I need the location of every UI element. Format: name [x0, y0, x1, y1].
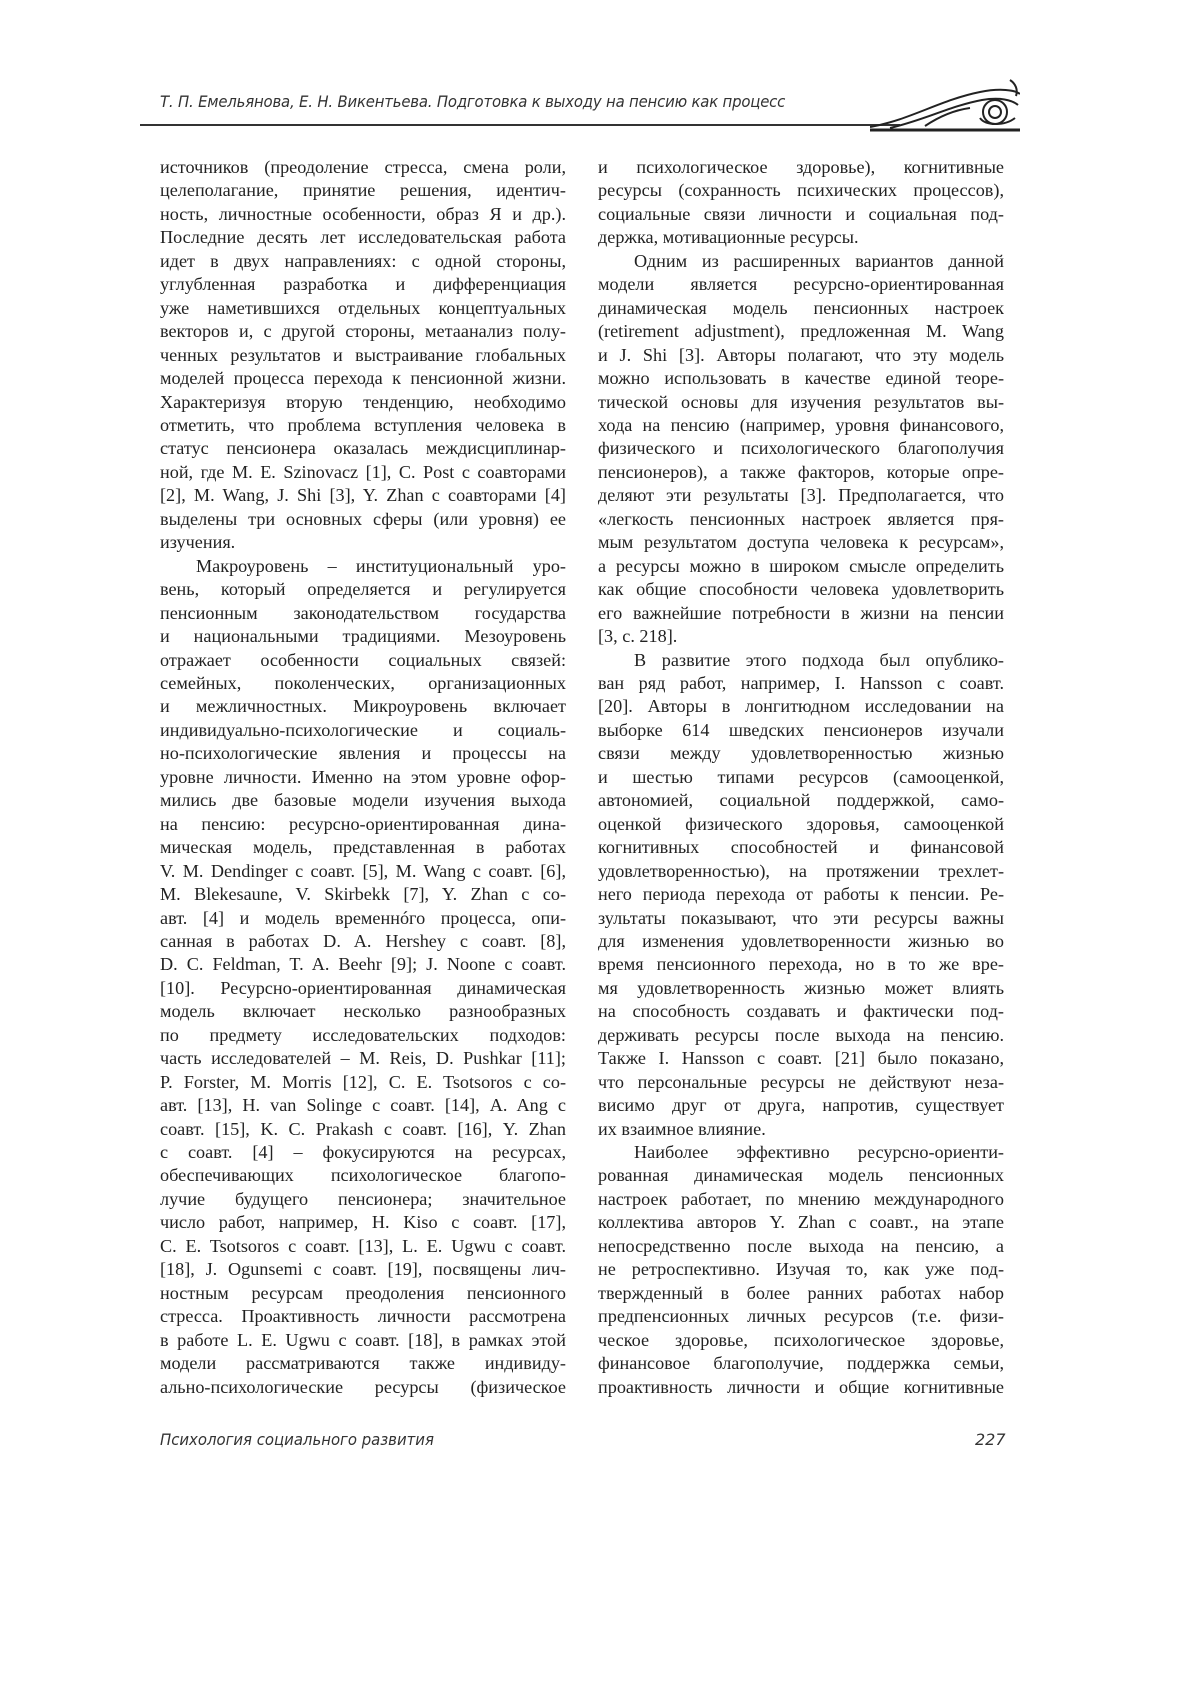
text-line: вень, который определяется и регулируется — [160, 578, 566, 601]
text-line: его важнейшие потребности в жизни на пенсии — [598, 602, 1004, 625]
text-line: деляют эти результаты [3]. Предполагается, что — [598, 484, 1004, 507]
text-line: Одним из расширенных вариантов данной — [598, 250, 1004, 273]
text-line: их взаимное влияние. — [598, 1118, 1004, 1141]
text-line: и J. Shi [3]. Авторы полагают, что эту модель — [598, 344, 1004, 367]
text-line: ческое здоровье, психологическое здоровье, — [598, 1329, 1004, 1352]
text-line: рованная динамическая модель пенсионных — [598, 1164, 1004, 1187]
text-line: коллектива авторов Y. Zhan с соавт., на этапе — [598, 1211, 1004, 1234]
text-line: V. M. Dendinger с соавт. [5], M. Wang с соавт. [6], — [160, 860, 566, 883]
text-column-left — [160, 156, 566, 1399]
text-line: Также I. Hansson с соавт. [21] было показано, — [598, 1047, 1004, 1070]
text-line: Наиболее эффективно ресурсно-ориенти- — [598, 1141, 1004, 1164]
text-line: уровне личности. Именно на этом уровне офор- — [160, 766, 566, 789]
text-line: идет в двух направлениях: с одной стороны, — [160, 250, 566, 273]
text-line: лучие будущего пенсионера; значительное — [160, 1188, 566, 1211]
text-line: по предмету исследовательских подходов: — [160, 1024, 566, 1047]
text-line: В развитие этого подхода был опублико- — [598, 649, 1004, 672]
text-line: социальные связи личности и социальная под- — [598, 203, 1004, 226]
text-line: часть исследователей – M. Reis, D. Pushkar [11]; — [160, 1047, 566, 1070]
text-line: можно использовать в качестве единой теоре- — [598, 367, 1004, 390]
text-line: обеспечивающих психологическое благопо- — [160, 1164, 566, 1187]
text-line: соавт. [15], K. C. Prakash с соавт. [16], Y. Zhan — [160, 1118, 566, 1141]
text-line: а ресурсы можно в широком смысле определить — [598, 555, 1004, 578]
text-line: финансовое благополучие, поддержка семьи, — [598, 1352, 1004, 1375]
text-line: на способность создавать и фактически под- — [598, 1000, 1004, 1023]
text-line: твержденный в более ранних работах набор — [598, 1282, 1004, 1305]
text-line: [3, с. 218]. — [598, 625, 1004, 648]
text-line: авт. [4] и модель временнóго процесса, опи- — [160, 907, 566, 930]
text-line: и психологическое здоровье), когнитивные — [598, 156, 1004, 179]
text-line: выборке 614 шведских пенсионеров изучали — [598, 719, 1004, 742]
journal-title: Психология социального развития — [160, 1430, 434, 1449]
text-line: векторов и, с другой стороны, метаанализ полу- — [160, 320, 566, 343]
text-line: когнитивных способностей и финансовой — [598, 836, 1004, 859]
text-line: Последние десять лет исследовательская работа — [160, 226, 566, 249]
text-line: целеполагание, принятие решения, идентич- — [160, 179, 566, 202]
text-line: P. Forster, M. Morris [12], C. E. Tsotsoros с со- — [160, 1071, 566, 1094]
text-line: выделены три основных сферы (или уровня) ее — [160, 508, 566, 531]
text-line: пенсионеров), а также факторов, которые опре- — [598, 461, 1004, 484]
text-line: ально-психологические ресурсы (физическое — [160, 1376, 566, 1399]
text-line: модели рассматриваются также индивиду- — [160, 1352, 566, 1375]
text-line: уже наметившихся отдельных концептуальных — [160, 297, 566, 320]
text-line: на пенсию: ресурсно-ориентированная дина- — [160, 813, 566, 836]
text-line: физического и психологического благополучия — [598, 437, 1004, 460]
text-line: мя удовлетворенность жизнью может влиять — [598, 977, 1004, 1000]
text-line: мились две базовые модели изучения выхода — [160, 789, 566, 812]
text-line: отражает особенности социальных связей: — [160, 649, 566, 672]
text-line: ван ряд работ, например, I. Hansson с соавт. — [598, 672, 1004, 695]
text-column-right — [598, 156, 1004, 1399]
text-line: и национальными традициями. Мезоуровень — [160, 625, 566, 648]
text-line: висимо друг от друга, напротив, существует — [598, 1094, 1004, 1117]
text-line: и шестью типами ресурсов (самооценкой, — [598, 766, 1004, 789]
text-line: удовлетворенностью), на протяжении трехлет- — [598, 860, 1004, 883]
text-line: что персональные ресурсы не действуют неза- — [598, 1071, 1004, 1094]
text-line: индивидуально-психологические и социаль- — [160, 719, 566, 742]
header-rule — [140, 124, 900, 126]
text-line: модель включает несколько разнообразных — [160, 1000, 566, 1023]
text-line: для изменения удовлетворенности жизнью во — [598, 930, 1004, 953]
text-line: ностным ресурсам преодоления пенсионного — [160, 1282, 566, 1305]
text-line: D. C. Feldman, T. A. Beehr [9]; J. Noone с соавт. — [160, 953, 566, 976]
text-line: углубленная разработка и дифференциация — [160, 273, 566, 296]
text-line: статус пенсионера оказалась междисциплинар- — [160, 437, 566, 460]
text-line: и межличностных. Микроуровень включает — [160, 695, 566, 718]
text-line: мым результатом доступа человека к ресурсам», — [598, 531, 1004, 554]
text-line: в работе L. E. Ugwu с соавт. [18], в рамках этой — [160, 1329, 566, 1352]
text-line: источников (преодоление стресса, смена роли, — [160, 156, 566, 179]
text-line: хода на пенсию (например, уровня финансового, — [598, 414, 1004, 437]
text-line: ной, где M. E. Szinovacz [1], C. Post с соавторами — [160, 461, 566, 484]
text-line: непосредственно после выхода на пенсию, а — [598, 1235, 1004, 1258]
text-line: настроек работает, по мнению международного — [598, 1188, 1004, 1211]
text-line: связи между удовлетворенностью жизнью — [598, 742, 1004, 765]
text-line: но-психологические явления и процессы на — [160, 742, 566, 765]
text-line: санная в работах D. A. Hershey с соавт. [8], — [160, 930, 566, 953]
text-line: держка, мотивационные ресурсы. — [598, 226, 1004, 249]
text-line: изучения. — [160, 531, 566, 554]
text-line: [10]. Ресурсно-ориентированная динамическая — [160, 977, 566, 1000]
text-line: оценкой физического здоровья, самооценкой — [598, 813, 1004, 836]
text-line: стресса. Проактивность личности рассмотрена — [160, 1305, 566, 1328]
text-line: мическая модель, представленная в работах — [160, 836, 566, 859]
text-line: ченных результатов и выстраивание глобальных — [160, 344, 566, 367]
text-line: семейных, поколенческих, организационных — [160, 672, 566, 695]
text-line: число работ, например, H. Kiso с соавт. [17], — [160, 1211, 566, 1234]
text-line: держивать ресурсы после выхода на пенсию. — [598, 1024, 1004, 1047]
running-header: Т. П. Емельянова, Е. Н. Викентьева. Подготовка к выходу на пенсию как процесс — [160, 92, 785, 111]
text-line: [18], J. Ogunsemi с соавт. [19], посвящены лич- — [160, 1258, 566, 1281]
text-line: предпенсионных личных ресурсов (т.е. физи- — [598, 1305, 1004, 1328]
text-line: M. Blekesaune, V. Skirbekk [7], Y. Zhan с со- — [160, 883, 566, 906]
text-line: автономией, социальной поддержкой, само- — [598, 789, 1004, 812]
text-line: моделей процесса перехода к пенсионной жизни. — [160, 367, 566, 390]
text-line: C. E. Tsotsoros с соавт. [13], L. E. Ugwu с соавт. — [160, 1235, 566, 1258]
text-line: тической основы для изучения результатов вы- — [598, 391, 1004, 414]
text-line: ность, личностные особенности, образ Я и др.). — [160, 203, 566, 226]
text-line: с соавт. [4] – фокусируются на ресурсах, — [160, 1141, 566, 1164]
text-line: [2], M. Wang, J. Shi [3], Y. Zhan с соавторами [4] — [160, 484, 566, 507]
text-line: авт. [13], H. van Solinge с соавт. [14], A. Ang с — [160, 1094, 566, 1117]
text-line: ресурсы (сохранность психических процессов), — [598, 179, 1004, 202]
text-line: пенсионным законодательством государства — [160, 602, 566, 625]
text-line: как общие способности человека удовлетворить — [598, 578, 1004, 601]
text-line: Макроуровень – институциональный уро- — [160, 555, 566, 578]
text-line: Характеризуя вторую тенденцию, необходимо — [160, 391, 566, 414]
text-line: не ретроспективно. Изучая то, как уже под- — [598, 1258, 1004, 1281]
text-line: динамическая модель пенсионных настроек — [598, 297, 1004, 320]
text-line: отметить, что проблема вступления человека в — [160, 414, 566, 437]
text-line: зультаты показывают, что эти ресурсы важны — [598, 907, 1004, 930]
text-line: «легкость пенсионных настроек является пря- — [598, 508, 1004, 531]
text-line: проактивность личности и общие когнитивные — [598, 1376, 1004, 1399]
text-line: (retirement adjustment), предложенная M. Wang — [598, 320, 1004, 343]
decorative-ornament-icon — [870, 70, 1020, 134]
page-number: 227 — [975, 1430, 1006, 1449]
text-line: него периода перехода от работы к пенсии. Ре- — [598, 883, 1004, 906]
text-line: модели является ресурсно-ориентированная — [598, 273, 1004, 296]
text-line: время пенсионного перехода, но в то же вре- — [598, 953, 1004, 976]
text-line: [20]. Авторы в лонгитюдном исследовании на — [598, 695, 1004, 718]
